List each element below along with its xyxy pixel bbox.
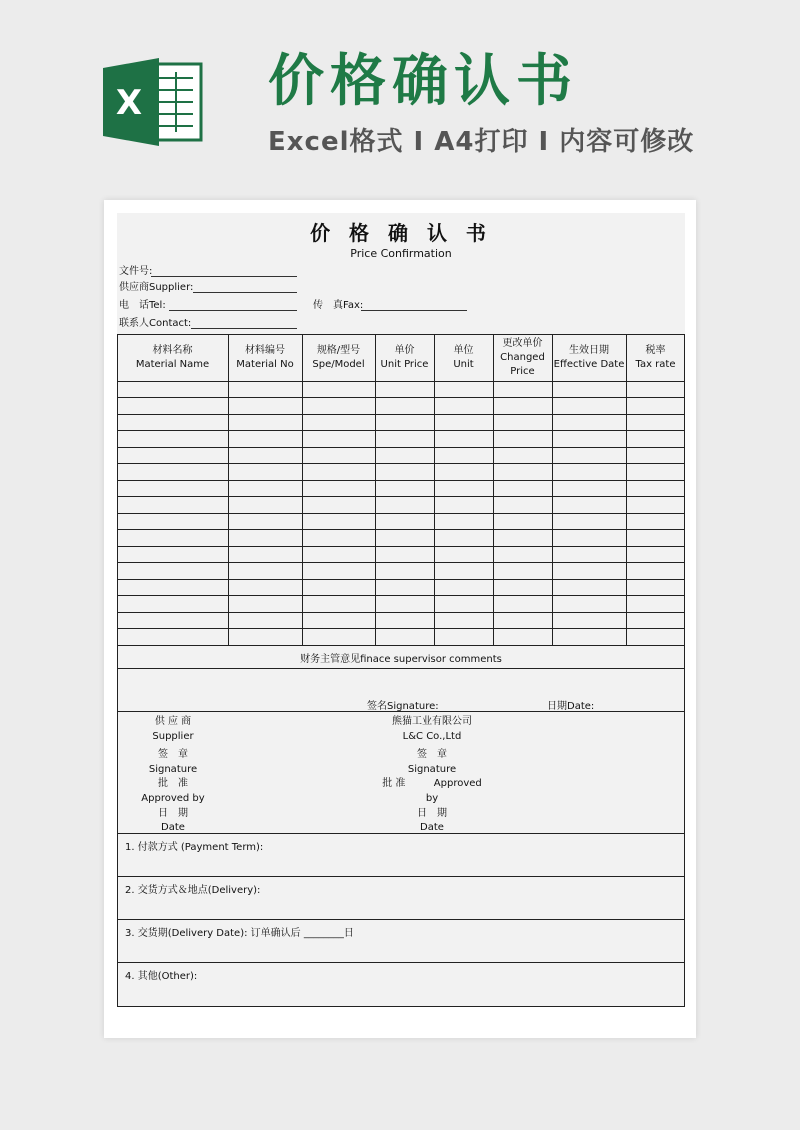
term-divider	[117, 962, 685, 963]
company-en: L&C Co.,Ltd	[402, 730, 462, 742]
col-header-cn: 单价	[394, 345, 415, 356]
form-bottom-border	[117, 1006, 685, 1007]
price-confirmation-sheet	[117, 213, 685, 1007]
fax-line[interactable]	[361, 310, 467, 311]
banner-subtitle: Excel格式 I A4打印 I 内容可修改	[268, 127, 695, 157]
date-en: Date	[161, 822, 185, 834]
company-stamp-en: Signature	[407, 763, 457, 775]
company-sign-block	[357, 715, 507, 836]
approve-cn: 批 准	[158, 778, 188, 790]
doc-title: 价 格 确 认 书	[310, 221, 492, 245]
finance-divider	[117, 668, 685, 669]
table-row-line	[117, 579, 685, 580]
table-row-line	[117, 628, 685, 629]
table-row-line	[117, 496, 685, 497]
col-header-unit-price	[375, 344, 434, 372]
table-row-line	[117, 397, 685, 398]
col-header-unit	[434, 344, 493, 372]
company-approved-by: by	[425, 792, 439, 804]
company-approve-cn: 批 准	[382, 778, 406, 790]
col-header-cn: 更改单价	[502, 338, 543, 349]
col-header-en: Tax rate	[635, 359, 676, 370]
doc-subtitle: Price Confirmation	[350, 247, 452, 260]
col-header-en: Spe/Model	[312, 359, 365, 370]
table-row-line	[117, 381, 685, 382]
stamp-en: Signature	[148, 763, 198, 775]
finance-bottom-line	[117, 711, 685, 712]
col-header-en: Material Name	[135, 359, 210, 370]
col-header-cn: 生效日期	[569, 345, 609, 356]
banner	[0, 0, 800, 190]
col-header-en2: Price	[510, 366, 535, 377]
company-cn: 熊猫工业有限公司	[392, 716, 472, 727]
company-approved-en: Approved	[433, 778, 482, 790]
company-date-en: Date	[420, 822, 444, 834]
table-row-line	[117, 546, 685, 547]
term-divider	[117, 919, 685, 920]
company-stamp-cn: 签 章	[417, 749, 447, 761]
finance-signature-label: 签名Signature:	[367, 701, 439, 712]
col-header-cn: 税率	[645, 345, 666, 356]
excel-icon-letter: X	[115, 83, 143, 123]
table-row-line	[117, 513, 685, 514]
term-payment: 1. 付款方式 (Payment Term):	[125, 842, 264, 853]
excel-icon	[103, 58, 203, 146]
form-left-border	[117, 334, 118, 1006]
table-row-line	[117, 430, 685, 431]
col-header-tax-rate	[626, 344, 685, 372]
supplier-en: Supplier	[152, 730, 194, 742]
term-other: 4. 其他(Other):	[125, 971, 198, 982]
parties-bottom-line	[117, 833, 685, 834]
approve-en: Approved by	[141, 792, 205, 804]
col-header-effective-date	[552, 344, 626, 372]
table-row-line	[117, 612, 685, 613]
contact-line[interactable]	[191, 328, 297, 329]
stamp-cn: 签 章	[158, 749, 188, 761]
col-header-en: Material No	[236, 359, 294, 370]
finance-date-label: 日期Date:	[547, 701, 595, 712]
supplier-cn: 供 应 商	[154, 716, 192, 727]
col-header-material-no	[228, 344, 302, 372]
table-row-line	[117, 595, 685, 596]
term-delivery: 2. 交货方式＆地点(Delivery):	[125, 885, 261, 896]
date-cn: 日 期	[158, 807, 188, 819]
col-header-changed-price	[493, 337, 552, 379]
col-header-cn: 规格/型号	[316, 345, 361, 356]
term-divider	[117, 876, 685, 877]
table-row-line	[117, 562, 685, 563]
col-header-en: Effective Date	[553, 359, 625, 370]
col-header-material-name	[117, 344, 228, 372]
tel-label: 电 话Tel:	[119, 300, 166, 311]
col-header-en: Changed	[500, 352, 545, 363]
banner-title: 价格确认书	[268, 49, 578, 114]
table-row-line	[117, 480, 685, 481]
col-header-spec-model	[302, 344, 375, 372]
table-row-line	[117, 414, 685, 415]
col-header-cn: 单位	[453, 345, 474, 356]
table-row-line	[117, 447, 685, 448]
company-date-cn: 日 期	[417, 807, 447, 819]
contact-label: 联系人Contact:	[119, 318, 192, 329]
supplier-line[interactable]	[193, 292, 297, 293]
table-bottom-line	[117, 645, 685, 646]
finance-heading: 财务主管意见finace supervisor comments	[300, 654, 502, 665]
tel-line[interactable]	[169, 310, 297, 311]
col-header-en: Unit	[453, 359, 474, 370]
form-right-border	[684, 334, 685, 1006]
supplier-label: 供应商Supplier:	[119, 282, 194, 293]
term-delivery-date: 3. 交货期(Delivery Date): 订单确认后 ________日	[125, 928, 354, 939]
file-no-line[interactable]	[151, 276, 297, 277]
table-top-border	[117, 334, 685, 335]
supplier-sign-block	[117, 715, 229, 836]
col-header-cn: 材料名称	[152, 345, 193, 356]
table-row-line	[117, 529, 685, 530]
table-row-line	[117, 463, 685, 464]
col-header-cn: 材料编号	[245, 345, 285, 356]
fax-label: 传 真Fax:	[313, 300, 364, 311]
file-no-label: 文件号:	[119, 266, 153, 277]
col-header-en: Unit Price	[380, 359, 429, 370]
